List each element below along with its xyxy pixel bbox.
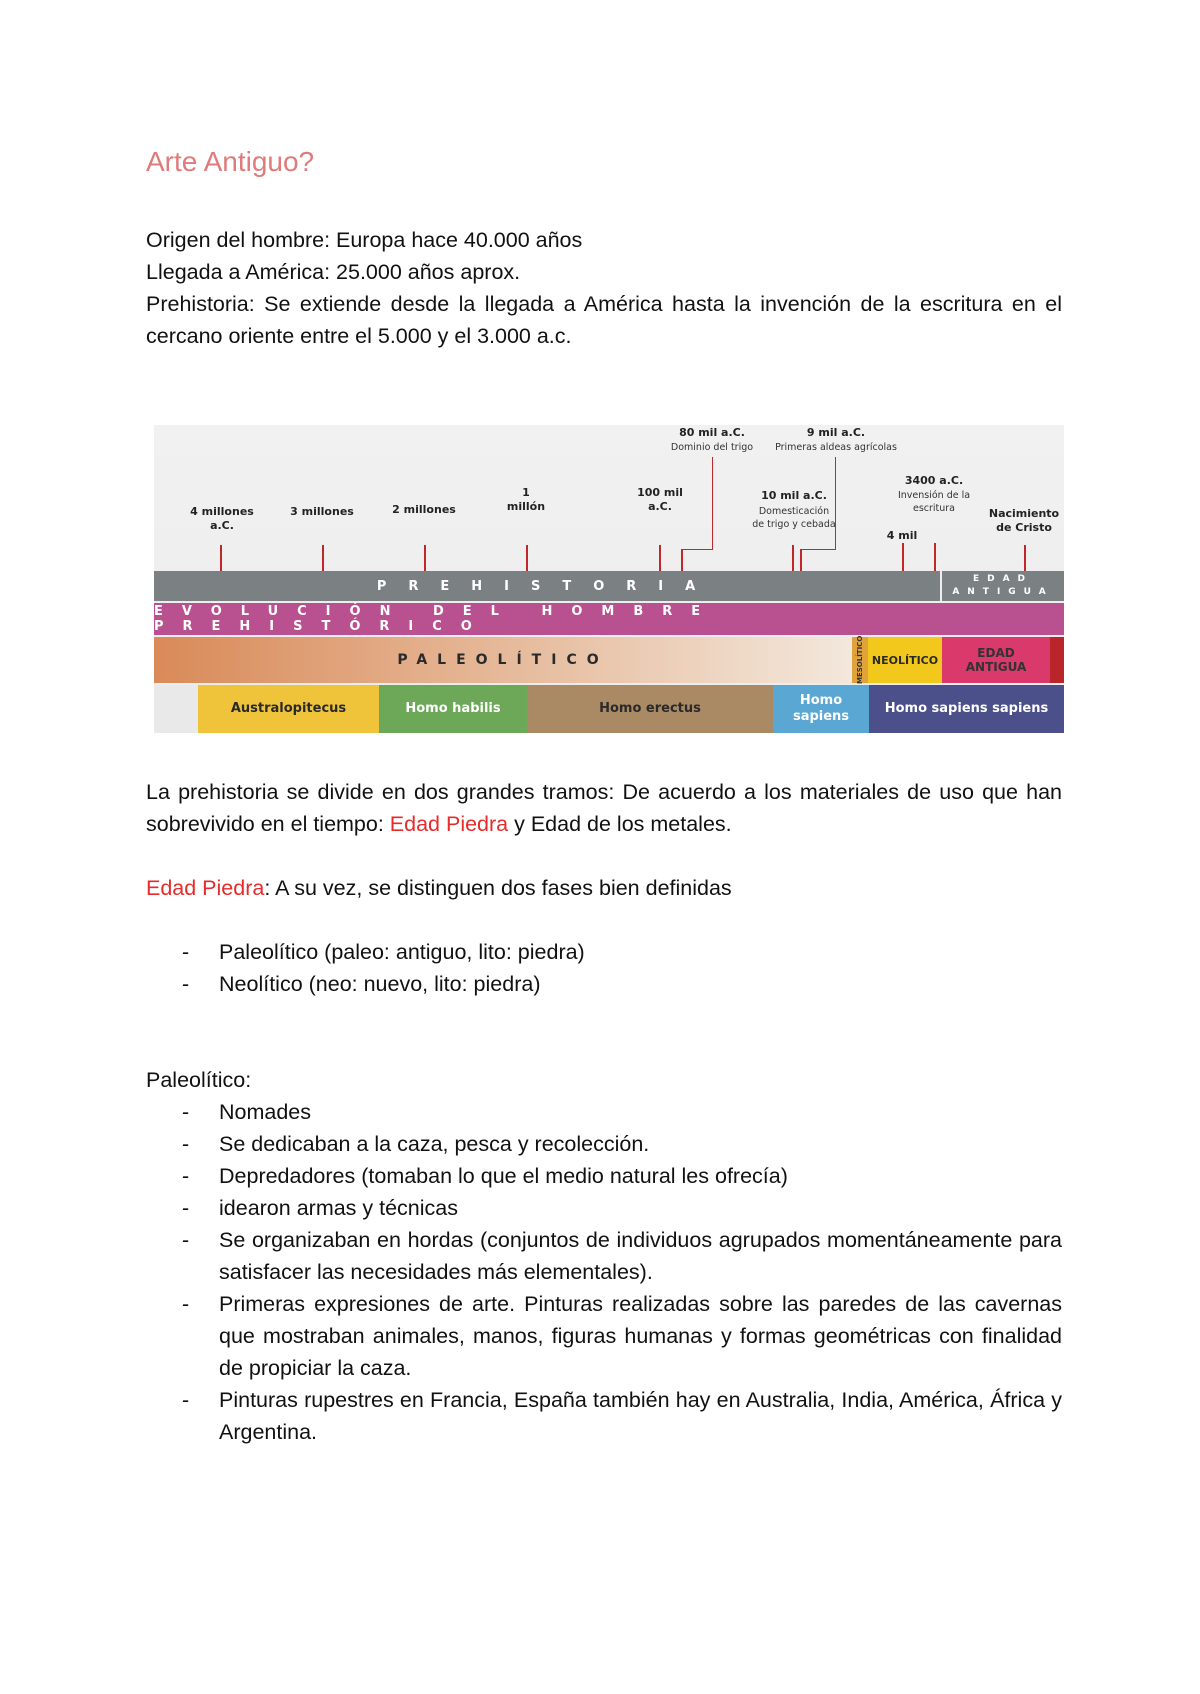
leader-80-mil <box>681 549 713 551</box>
label-100-mil: 100 mil a.C. <box>637 486 683 513</box>
band-edad-antigua: EDAD ANTIGUA <box>942 637 1050 683</box>
label-3-millones: 3 millones <box>290 505 354 518</box>
intro-line-prehistoria: Prehistoria: Se extiende desde la llegada a América hasta la invención de la escritura en el cercano oriente entre el 5.000 y el 3.000 a.c. <box>146 292 1062 348</box>
document-page: Arte Antiguo? Origen del hombre: Europa hace 40.000 años Llegada a América: 25.000 años aprox. Prehistoria: Se extiende desde la llegada a América hasta la invención de la escritura en el cercano oriente entre el 5.000 y el 3.000 a.c. 4 millones a.C. 3 millones 2 millones 1 millón 100 mil a.C. 80 mil a.C. Dominio del trigo 9 mil a.C. Primeras aldeas agrícolas 10 mil a.C. Domesticación de trigo y cebada 4 mil 3400 a.C. Invensión de la escritura Nacimiento de Cristo PREHISTORIA EDAD ANTIGUA EVOLUCIÓN DEL HOMBRE PREHISTÓRICO PALEOLÍTICO MESOLÍTICO NEOLÍTICO EDAD ANTIGUA Australopitecus Homo habilis Homo erectus Homo sapiens Homo sapiens sapiens La prehistoria se divide en dos grandes tramos: De acuerdo a los materiales de uso que han sobrevivido en el tiempo: Edad Piedra y Edad de los metales. Edad Piedra: A su vez, se distinguen dos fases bien definidas - Paleolítico (paleo: antiguo, lito: piedra) - Neolítico (neo: nuevo, lito: piedra) Paleolítico: - Nomades - Se dedicaban a la caza, pesca y recolección. - Depredadores (tomaban lo que el medio natural les ofrecía) - idearon armas y técnicas - Se organizaban en hordas (conjuntos de individuos agrupados momentáneamente para satisfacer las necesidades más elementales). - Primeras expresiones de arte. Pinturas realizadas sobre las paredes de las cavernas que mostraban animales, manos, figuras humanas y formas geométricas con finalidad de propiciar la caza. - Pinturas rupestres en Francia, España también hay en Australia, India, América, África y Argentina. <box>0 0 1200 1694</box>
tick-9-mil <box>800 549 802 571</box>
seg-empty <box>154 685 198 733</box>
tick-4-mil <box>902 543 904 571</box>
intro-line-origen: Origen del hombre: Europa hace 40.000 años <box>146 228 583 252</box>
label-80-mil: 80 mil a.C. <box>679 426 745 439</box>
paragraph-tramos: La prehistoria se divide en dos grandes tramos: De acuerdo a los materiales de uso que han sobrevivido en el tiempo: Edad Piedra y Edad de los metales. <box>146 780 1062 836</box>
label-2-millones: 2 millones <box>392 503 456 516</box>
label-3400: 3400 a.C. <box>904 474 964 487</box>
label-9-mil: 9 mil a.C. <box>806 426 866 439</box>
seg-homo-erectus: Homo erectus <box>527 685 773 733</box>
seg-homo-habilis: Homo habilis <box>379 685 527 733</box>
edad-piedra-label: Edad Piedra <box>146 876 265 900</box>
tick-1-millon <box>526 545 528 571</box>
tick-3400 <box>934 543 936 571</box>
seg-homo-sapiens: Homo sapiens <box>773 685 869 733</box>
seg-homo-sapiens-sapiens: Homo sapiens sapiens <box>869 685 1064 733</box>
label-1-millon: 1 millón <box>506 486 546 513</box>
note-3400: Invensión de la escritura <box>897 490 971 514</box>
prehistory-timeline <box>154 425 1064 733</box>
band-prehistoria: PREHISTORIA <box>154 571 940 601</box>
leader-9-mil <box>800 549 836 551</box>
band-edad-antigua-top: EDAD ANTIGUA <box>942 571 1064 601</box>
leader-9-mil-v <box>835 457 837 549</box>
leader-80-mil-v <box>712 457 714 549</box>
note-10-mil: Domesticación de trigo y cebada <box>752 506 836 530</box>
seg-australopitecus: Australopitecus <box>198 685 379 733</box>
note-80-mil: Dominio del trigo <box>670 442 754 453</box>
label-4-millones: 4 millones a.C. <box>190 505 254 532</box>
edad-piedra-line: Edad Piedra: A su vez, se distinguen dos fases bien definidas <box>146 876 732 900</box>
band-paleolitico: PALEOLÍTICO <box>154 637 852 683</box>
edad-piedra-highlight: Edad Piedra <box>389 812 509 836</box>
page-title: Arte Antiguo? <box>146 146 315 177</box>
label-4-mil: 4 mil <box>886 529 918 542</box>
label-nacimiento-cristo: Nacimiento de Cristo <box>988 507 1060 534</box>
label-10-mil: 10 mil a.C. <box>761 489 827 502</box>
tick-4-millones <box>220 545 222 571</box>
band-mesolitico: MESOLÍTICO <box>852 637 868 683</box>
intro-line-llegada: Llegada a América: 25.000 años aprox. <box>146 260 521 284</box>
tick-2-millones <box>424 545 426 571</box>
tick-nacimiento-cristo <box>1024 545 1026 571</box>
band-edad-antigua-edge <box>1050 637 1064 683</box>
paleolitico-heading: Paleolítico: <box>146 1068 252 1092</box>
note-9-mil: Primeras aldeas agrícolas <box>775 442 897 453</box>
band-neolitico: NEOLÍTICO <box>868 637 942 683</box>
tick-100-mil <box>659 545 661 571</box>
tick-80-mil <box>681 549 683 571</box>
tick-10-mil <box>792 545 794 571</box>
band-evolucion: EVOLUCIÓN DEL HOMBRE PREHISTÓRICO <box>154 603 1064 635</box>
tick-3-millones <box>322 545 324 571</box>
